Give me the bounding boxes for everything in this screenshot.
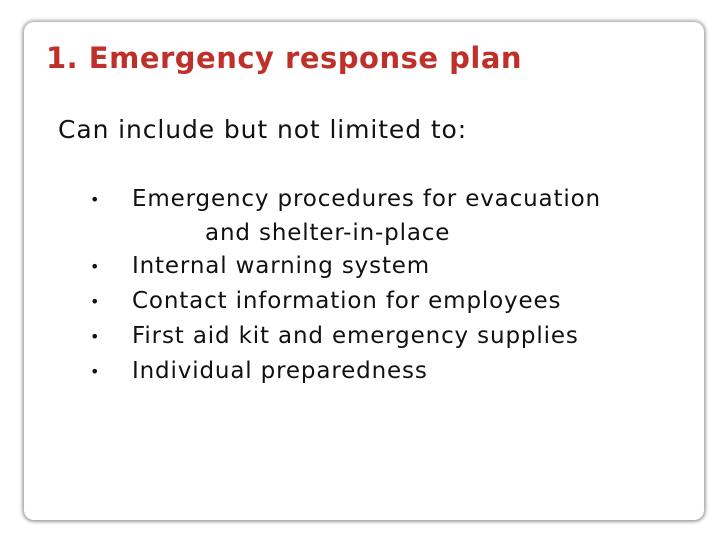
- bullet-text: First aid kit and emergency supplies: [132, 323, 579, 349]
- bullet-dot-icon: •: [90, 327, 101, 346]
- bullet-item-warning-system: [90, 249, 601, 284]
- bullet-dot-icon: •: [90, 292, 101, 311]
- intro-text: Can include but not limited to:: [58, 115, 468, 144]
- bullet-text: Individual preparedness: [132, 358, 428, 384]
- bullet-text: Contact information for employees: [132, 288, 562, 314]
- bullet-dot-icon: •: [90, 257, 101, 276]
- bullet-item-evacuation: [90, 182, 601, 249]
- bullet-item-first-aid: [90, 319, 601, 354]
- bullet-list: [90, 182, 601, 389]
- bullet-text-continuation: and shelter-in-place: [205, 220, 451, 246]
- bullet-text: Internal warning system: [132, 253, 431, 279]
- slide-title: 1. Emergency response plan: [46, 41, 523, 75]
- bullet-item-preparedness: [90, 354, 601, 389]
- bullet-dot-icon: •: [90, 190, 101, 209]
- bullet-item-contact-info: [90, 284, 601, 319]
- bullet-text: Emergency procedures for evacuation: [132, 186, 601, 212]
- bullet-dot-icon: •: [90, 362, 101, 381]
